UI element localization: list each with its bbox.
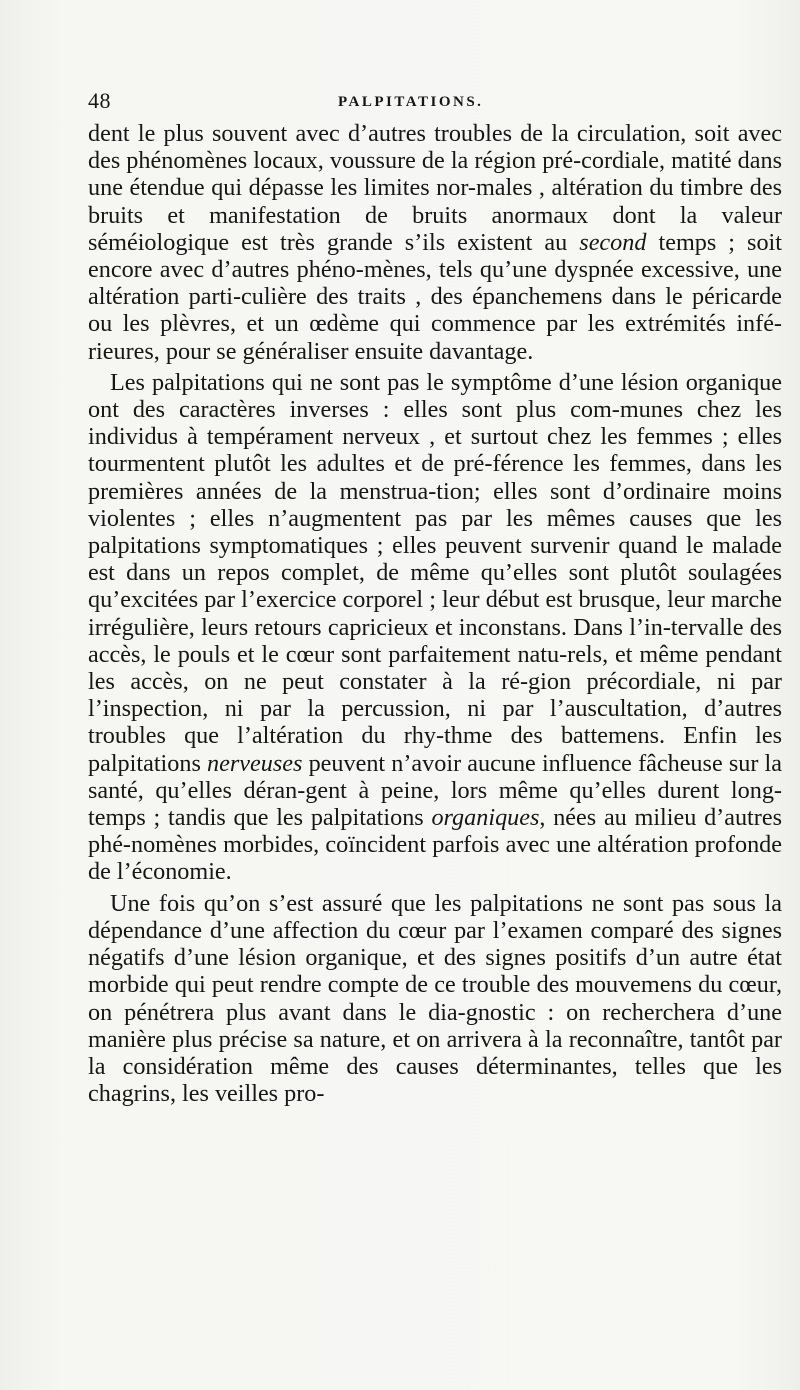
text-run: peuvent n’avoir aucune influence fâcheuse sur la santé, qu’elles déran-gent à peine, lors même qu’elles durent long-temps ; tandis que les palpitations [88,749,783,832]
text-run: , nées au milieu d’autres phé-nomènes morbides, coïncident parfois avec une altération profonde de l’économie. [88,804,782,886]
page-number: 48 [88,88,111,113]
text-run: Une fois qu’on s’est assuré que les palpitations ne sont pas sous la dépendance d’une affection du cœur par l’examen comparé des signes négatifs d’une lésion organique, et des signes positifs d’un autre état morbide qui peut rendre compte de ce trouble des mouvemens du cœur, on pénétrera plus avant dans le dia-gnostic : on recherchera d’une manière plus précise sa nature, et on arrivera à la reconnaître, tantôt par la considération même des causes déterminantes, telles que les chagrins, les veilles pro- [88,889,782,1108]
italic-text: second [579,228,647,256]
body-text [88,120,782,1107]
italic-text: organiques [431,804,540,832]
text-run: Les palpitations qui ne sont pas le symptôme d’une lésion organique ont des caractères inverses : elles sont plus com-munes chez les individus à tempérament nerveux , et surtout chez les femmes ; elles tourmentent plutôt les adultes et de pré-férence les femmes, dans les premières années de la menstrua-tion; elles sont d’ordinaire moins violentes ; elles n’augmentent pas par les mêmes causes que les palpitations symptomatiques ; elles peuvent survenir quand le malade est dans un repos complet, de même qu’elles sont plutôt soulagées qu’excitées par l’exercice corporel ; leur début est brusque, leur marche irrégulière, leurs retours capricieux et inconstans. Dans l’in-tervalle des accès, le pouls et le cœur sont parfaitement natu-rels, et même pendant les accès, on ne peut constater à la ré-gion précordiale, ni par l’inspection, ni par la percussion, ni par l’auscultation, d’autres troubles que l’altération du rhy-thme des battemens. Enfin les palpitations [88,368,782,777]
italic-text: nerveuses [207,749,303,777]
paragraph-3 [88,890,782,1108]
running-title: PALPITATIONS. [338,94,484,110]
text-run: dent le plus souvent avec d’autres troubles de la circulation, soit avec des phénomènes locaux, voussure de la région pré-cordiale, matité dans une étendue qui dépasse les limites nor-males , altération du timbre des bruits et manifestation de bruits anormaux dont la valeur séméiologique est très grande s’ils existent au [88,120,782,256]
paragraph-1 [88,120,782,365]
paragraph-2 [88,369,782,886]
text-run: temps ; soit encore avec d’autres phéno-mènes, tels qu’une dyspnée excessive, une altération parti-culière des traits , des épanchemens dans le péricarde ou les plèvres, et un œdème qui commence par les extrémités infé-rieures, pour se généraliser ensuite davantage. [88,228,782,365]
running-head [88,88,782,116]
